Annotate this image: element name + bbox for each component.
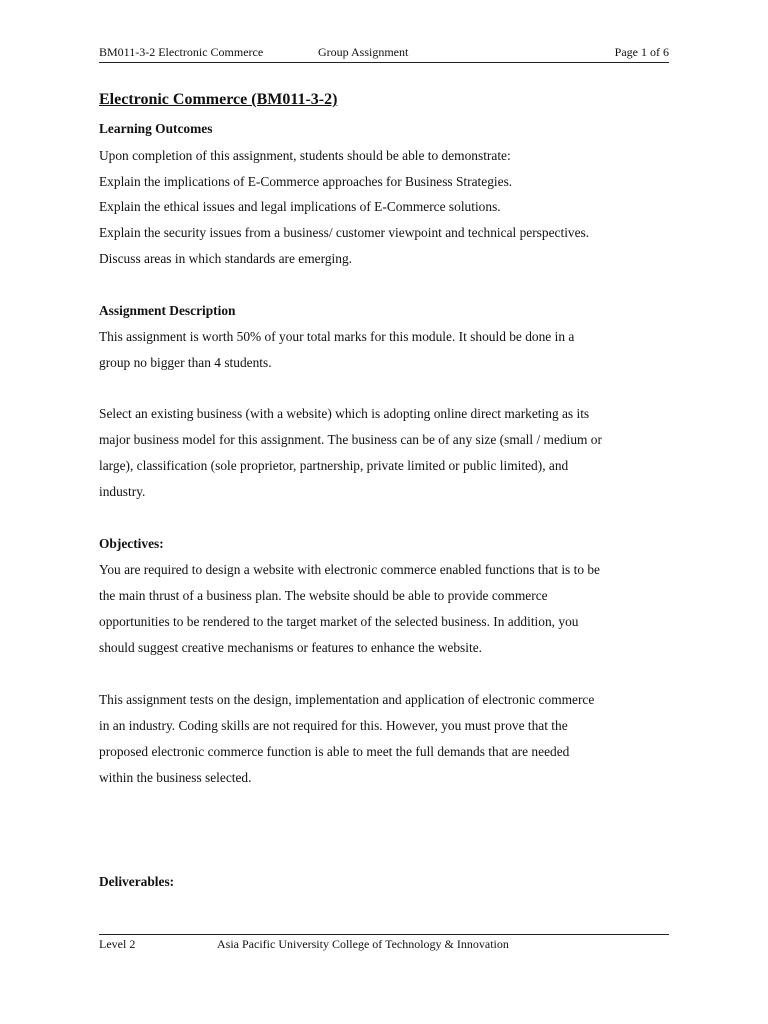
objectives-heading: Objectives:: [99, 536, 164, 551]
paragraph-line: opportunities to be rendered to the target market of the selected business. In addition, you: [99, 614, 579, 629]
paragraph-line: This assignment tests on the design, implementation and application of electronic commerce: [99, 692, 595, 707]
learning-outcome-line: Upon completion of this assignment, students should be able to demonstrate:: [99, 148, 511, 163]
page-header: [99, 44, 669, 63]
paragraph-line: in an industry. Coding skills are not required for this. However, you must prove that the: [99, 718, 568, 733]
paragraph-line: proposed electronic commerce function is able to meet the full demands that are needed: [99, 744, 570, 759]
header-course: BM011-3-2 Electronic Commerce: [99, 45, 264, 59]
paragraph-line: should suggest creative mechanisms or features to enhance the website.: [99, 640, 482, 655]
learning-outcome-line: Explain the implications of E-Commerce approaches for Business Strategies.: [99, 174, 513, 189]
learning-outcome-line: Explain the ethical issues and legal implications of E-Commerce solutions.: [99, 199, 501, 214]
paragraph-line: large), classification (sole proprietor, partnership, private limited or public limited), and: [99, 458, 569, 473]
paragraph-line: group no bigger than 4 students.: [99, 355, 272, 370]
document-title: Electronic Commerce (BM011-3-2): [99, 91, 338, 108]
paragraph-line: This assignment is worth 50% of your total marks for this module. It should be done in a: [99, 329, 575, 344]
paragraph-line: within the business selected.: [99, 770, 252, 785]
footer-institution: Asia Pacific University College of Technology & Innovation: [217, 937, 509, 951]
paragraph-line: Select an existing business (with a website) which is adopting online direct marketing as its: [99, 406, 590, 421]
page-footer: [99, 934, 669, 953]
header-page-number: Page 1 of 6: [614, 45, 669, 59]
footer-level: Level 2: [99, 937, 136, 951]
deliverables-heading: Deliverables:: [99, 874, 175, 889]
learning-outcomes-heading: Learning Outcomes: [99, 121, 213, 136]
paragraph-line: the main thrust of a business plan. The website should be able to provide commerce: [99, 588, 548, 603]
header-type: Group Assignment: [318, 45, 409, 59]
assignment-description-heading: Assignment Description: [99, 303, 236, 318]
paragraph-line: industry.: [99, 484, 146, 499]
paragraph-line: major business model for this assignment. The business can be of any size (small / medium or: [99, 432, 602, 447]
learning-outcome-line: Explain the security issues from a business/ customer viewpoint and technical perspectives.: [99, 225, 590, 240]
learning-outcome-line: Discuss areas in which standards are emerging.: [99, 251, 352, 266]
paragraph-line: You are required to design a website with electronic commerce enabled functions that is to be: [99, 562, 601, 577]
